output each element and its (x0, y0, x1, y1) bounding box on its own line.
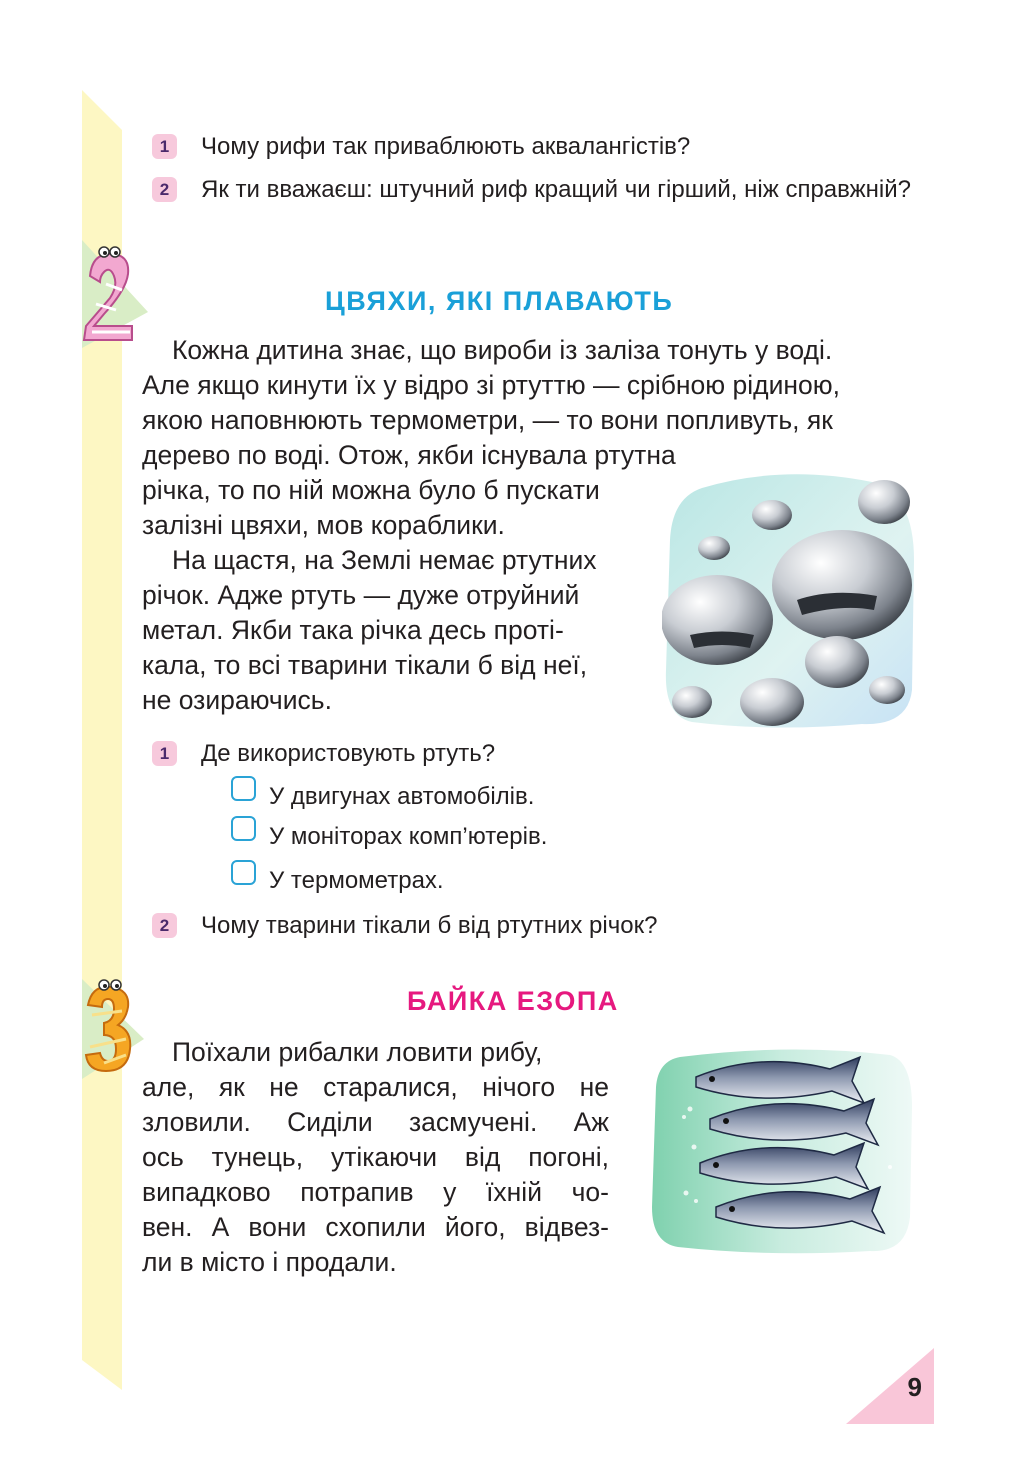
question-2 (152, 909, 657, 943)
text-line: вен. А вони схопили його, відвез- (142, 1212, 609, 1242)
text-line: ось тунець, утікаючи від погоні, (142, 1142, 609, 1172)
section-title: БАЙКА ЕЗОПА (407, 986, 619, 1016)
tuna-fish-illustration (650, 1047, 914, 1255)
text-line: Але якщо кинути їх у відро зі ртуттю — срібною рідиною, (142, 370, 841, 400)
answer-option[interactable] (231, 866, 444, 896)
text-line: річок. Адже ртуть — дуже отруйний (142, 580, 580, 610)
text-line: Поїхали рибалки ловити рибу, (172, 1037, 543, 1067)
text-line: якою наповнюють термометри, — то вони попливуть, як (142, 405, 833, 435)
text-line: дерево по воді. Отож, якби існувала ртутна (142, 440, 676, 470)
question-text: Як ти вважаєш: штучний риф кращий чи гірший, ніж справжній? (201, 176, 912, 203)
question-number-badge: 1 (152, 134, 177, 159)
question-number-badge: 2 (152, 913, 177, 938)
question-1 (152, 130, 915, 164)
text-line: але, як не старалися, нічого не (142, 1072, 609, 1102)
text-line: річка, то по ній можна було б пускати (142, 475, 600, 505)
checkbox[interactable] (231, 776, 256, 801)
question-number-badge: 2 (152, 177, 177, 202)
checkbox[interactable] (231, 816, 256, 841)
option-label: У термометрах. (269, 867, 444, 894)
question-number-badge: 1 (152, 741, 177, 766)
question-1 (152, 737, 495, 771)
text-line: залізні цвяхи, мов кораблики. (142, 510, 505, 540)
text-line: зловили. Сиділи засмучені. Аж (142, 1107, 609, 1137)
checkbox[interactable] (231, 860, 256, 885)
text-line: Кожна дитина знає, що вироби із заліза тонуть у воді. (172, 335, 833, 365)
text-line: На щастя, на Землі немає ртутних (172, 545, 597, 575)
answer-option[interactable] (231, 782, 534, 812)
text-line: випадково потрапив у їхній чо- (142, 1177, 609, 1207)
question-2 (152, 173, 915, 207)
mercury-droplets-illustration (662, 470, 918, 732)
section-title: ЦВЯХИ, ЯКІ ПЛАВАЮТЬ (325, 286, 674, 316)
page-number: 9 (907, 1372, 922, 1402)
answer-option[interactable] (231, 822, 547, 852)
option-label: У моніторах комп’ютерів. (269, 823, 548, 850)
option-label: У двигунах автомобілів. (269, 783, 535, 810)
text-line: кала, то всі тварини тікали б від неї, (142, 650, 588, 680)
text-line: ли в місто і продали. (142, 1247, 397, 1277)
question-text: Чому рифи так приваблюють аквалангістів? (201, 133, 691, 160)
question-text: Чому тварини тікали б від ртутних річок? (201, 912, 658, 939)
text-line: не озираючись. (142, 685, 332, 715)
question-text: Де використовують ртуть? (201, 740, 496, 767)
text-line: метал. Якби така річка десь проті- (142, 615, 564, 645)
